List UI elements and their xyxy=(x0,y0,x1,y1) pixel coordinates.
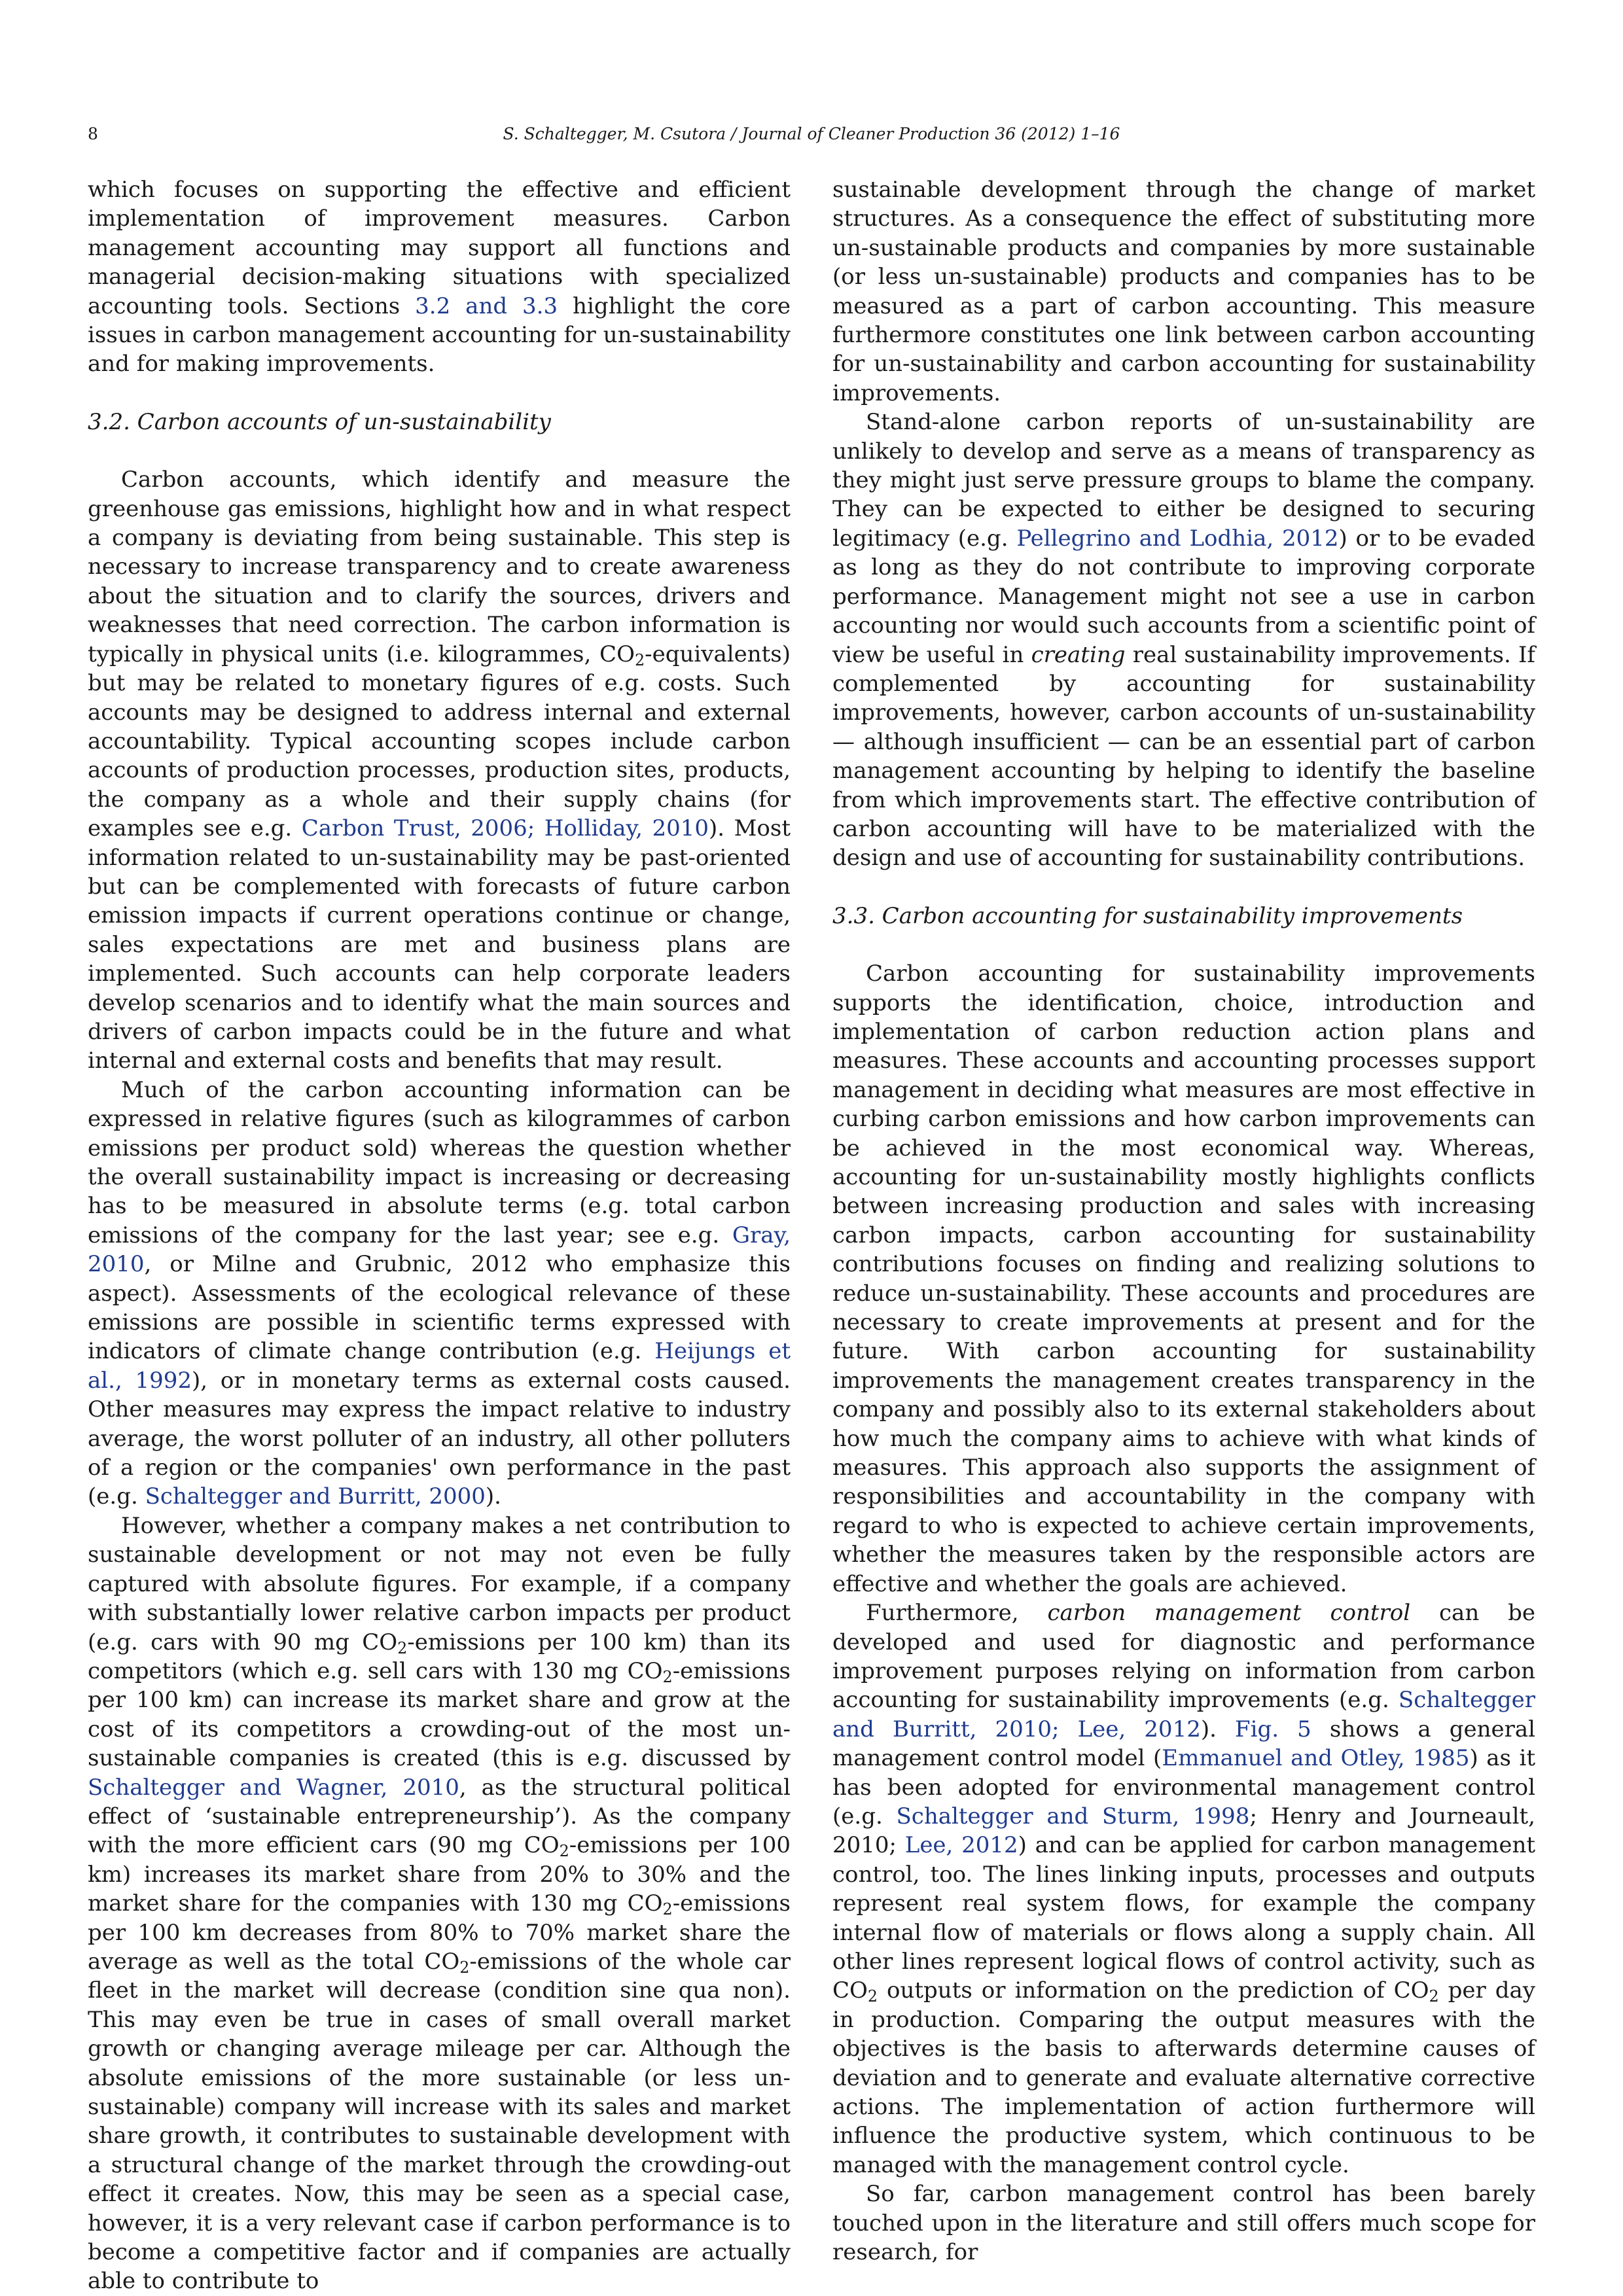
right-column xyxy=(832,175,1535,2267)
paragraph: Much of the carbon accounting information can be expressed in relative figures (such as kilogrammes of carbon emissions per product sold) whereas the question whether the overall sustainability impact is increasing or decreasing has to be measured in absolute terms (e.g. total carbon emissions of the company for the last year; see e.g. Gray, 2010, or Milne and Grubnic, 2012 who emphasize this aspect). Assessments of the ecological relevance of these emissions are possible in scientific terms expressed with indicators of climate change contribution (e.g. Heijungs et al., 1992), or in monetary terms as external costs caused. Other measures may express the impact relative to industry average, the worst polluter of an industry, all other polluters of a region or the companies' own performance in the past (e.g. Schaltegger and Burritt, 2000). xyxy=(88,1076,791,1510)
paragraph: Stand-alone carbon reports of un-sustainability are unlikely to develop and serve as a means of transparency as they might just serve pressure groups to blame the company. They can be expected to either be designed to securing legitimacy (e.g. Pellegrino and Lodhia, 2012) or to be evaded as long as they do not contribute to improving corporate performance. Management might not see a use in carbon accounting nor would such accounts from a scientific point of view be useful in creating real sustainability improvements. If complemented by accounting for sustainability improvements, however, carbon accounts of un-sustainability — although insufficient — can be an essential part of carbon management accounting by helping to identify the baseline from which improvements start. The effective contribution of carbon accounting will have to be materialized with the design and use of accounting for sustainability contributions. xyxy=(832,409,1535,872)
citation-link[interactable]: Pellegrino and Lodhia, 2012 xyxy=(1016,525,1339,552)
paragraph: However, whether a company makes a net contribution to sustainable development or not may not even be fully captured with absolute figures. For example, if a company with substantially lower relative carbon impacts per product (e.g. cars with 90 mg $CO_2$-emissions per 100 km) than its competitors (which e.g. sell cars with 130 mg $CO_2$-emissions per 100 km) can increase its market share and grow at the cost of its competitors a crowding-out of the most un-sustainable companies is created (this is e.g. discussed by Schaltegger and Wagner, 2010, as the structural political effect of ‘sustainable entrepreneurship’). As the company with the more efficient cars (90 mg $CO_2$-emissions per 100 km) increases its market share from 20% to 30% and the market share for the companies with 130 mg $CO_2$-emissions per 100 km decreases from 80% to 70% market share the average as well as the total $CO_2$-emissions of the whole car fleet in the market will decrease (condition sine qua non). This may even be true in cases of small overall market growth or changing average mileage per car. Although the absolute emissions of the more sustainable (or less un-sustainable) company will increase with its sales and market share growth, it contributes to sustainable development with a structural change of the market through the crowding-out effect it creates. Now, this may be seen as a special case, however, it is a very relevant case if carbon performance is to become a competitive factor and if companies are actually able to contribute to xyxy=(88,1512,791,2295)
citation-link[interactable]: Gray, 2010 xyxy=(88,1222,791,1278)
left-column xyxy=(88,175,791,2296)
citation-link[interactable]: Lee, 2012 xyxy=(904,1832,1018,1859)
page-number: 8 xyxy=(88,124,98,143)
paragraph: So far, carbon management control has been barely touched upon in the literature and still offers much scope for research, for xyxy=(832,2181,1535,2266)
citation-link[interactable]: Schaltegger and Burritt, 2000 xyxy=(145,1483,486,1510)
citation-link[interactable]: Heijungs et al., 1992 xyxy=(88,1338,791,1394)
section-heading: 3.2. Carbon accounts of un-sustainability xyxy=(88,408,551,435)
paragraph: which focuses on supporting the effective and efficient implementation of improvement measures. Carbon management accounting may support all functions and managerial decision-making situations with specialized accounting tools. Sections 3.2 and 3.3 highlight the core issues in carbon management accounting for un-sustainability and for making improvements. xyxy=(88,177,791,378)
section-heading: 3.3. Carbon accounting for sustainability improvements xyxy=(832,902,1463,929)
page-header xyxy=(88,124,1535,153)
paragraph: Carbon accounting for sustainability improvements supports the identification, choice, introduction and implementation of carbon reduction action plans and measures. These accounts and accounting processes support management in deciding what measures are most effective in curbing carbon emissions and how carbon improvements can be achieved in the most economical way. Whereas, accounting for un-sustainability mostly highlights conflicts between increasing production and sales with increasing carbon impacts, carbon accounting for sustainability contributions focuses on finding and realizing solutions to reduce un-sustainability. These accounts and procedures are necessary to create improvements at present and for the future. With carbon accounting for sustainability improvements the management creates transparency in the company and possibly also to its external stakeholders about how much the company aims to achieve with what kinds of measures. This approach also supports the assignment of responsibilities and accountability in the company with regard to who is expected to achieve certain improvements, whether the measures taken by the responsible actors are effective and whether the goals are achieved. xyxy=(832,961,1535,1597)
paragraph: sustainable development through the change of market structures. As a consequence the effect of substituting more un-sustainable products and companies by more sustainable (or less un-sustainable) products and companies has to be measured as a part of carbon accounting. This measure furthermore constitutes one link between carbon accounting for un-sustainability and carbon accounting for sustainability improvements. xyxy=(832,177,1535,406)
paragraph: Furthermore, carbon management control can be developed and used for diagnostic and performance improvement purposes relying on information from carbon accounting for sustainability improvements (e.g. Schaltegger and Burritt, 2010; Lee, 2012). Fig. 5 shows a general management control model (Emmanuel and Otley, 1985) as it has been adopted for environmental management control (e.g. Schaltegger and Sturm, 1998; Henry and Journeault, 2010; Lee, 2012) and can be applied for carbon management control, too. The lines linking inputs, processes and outputs represent real system flows, for example the company internal flow of materials or flows along a supply chain. All other lines represent logical flows of control activity, such as $CO_2$ outputs or information on the prediction of $CO_2$ per day in production. Comparing the output measures with the objectives is the basis to afterwards determine causes of deviation and to generate and evaluate alternative corrective actions. The implementation of action furthermore will influence the productive system, which continuous to be managed with the management control cycle. xyxy=(832,1600,1536,2178)
paragraph: Carbon accounts, which identify and measure the greenhouse gas emissions, highlight how and in what respect a company is deviating from being sustainable. This step is necessary to increase transparency and to create awareness about the situation and to clarify the sources, drivers and weaknesses that need correction. The carbon information is typically in physical units (i.e. kilogrammes, $CO_2-equivalents$) but may be related to monetary figures of e.g. costs. Such accounts may be designed to address internal and external accountability. Typical accounting scopes include carbon accounts of production processes, production sites, products, the company as a whole and their supply chains (for examples see e.g. Carbon Trust, 2006; Holliday, 2010). Most information related to un-sustainability may be past-oriented but can be complemented with forecasts of future carbon emission impacts if current operations continue or change, sales expectations are met and business plans are implemented. Such accounts can help corporate leaders develop scenarios and to identify what the main sources and drivers of carbon impacts could be in the future and what internal and external costs and benefits that may result. xyxy=(88,467,791,1074)
citation-link[interactable]: Schaltegger and Sturm, 1998 xyxy=(896,1803,1250,1829)
citation-link[interactable]: Emmanuel and Otley, 1985 xyxy=(1162,1745,1470,1772)
citation-link[interactable]: Carbon Trust, 2006; Holliday, 2010 xyxy=(301,815,709,842)
citation-link[interactable]: Schaltegger and Wagner, 2010 xyxy=(88,1774,459,1801)
section-link[interactable]: 3.2 and 3.3 xyxy=(415,292,558,319)
figure-link[interactable]: Fig. 5 xyxy=(1235,1716,1311,1742)
running-head: S. Schaltegger, M. Csutora / Journal of Cleaner Production 36 (2012) 1–16 xyxy=(503,124,1120,143)
citation-link[interactable]: Schaltegger and Burritt, 2010; Lee, 2012 xyxy=(832,1687,1535,1742)
